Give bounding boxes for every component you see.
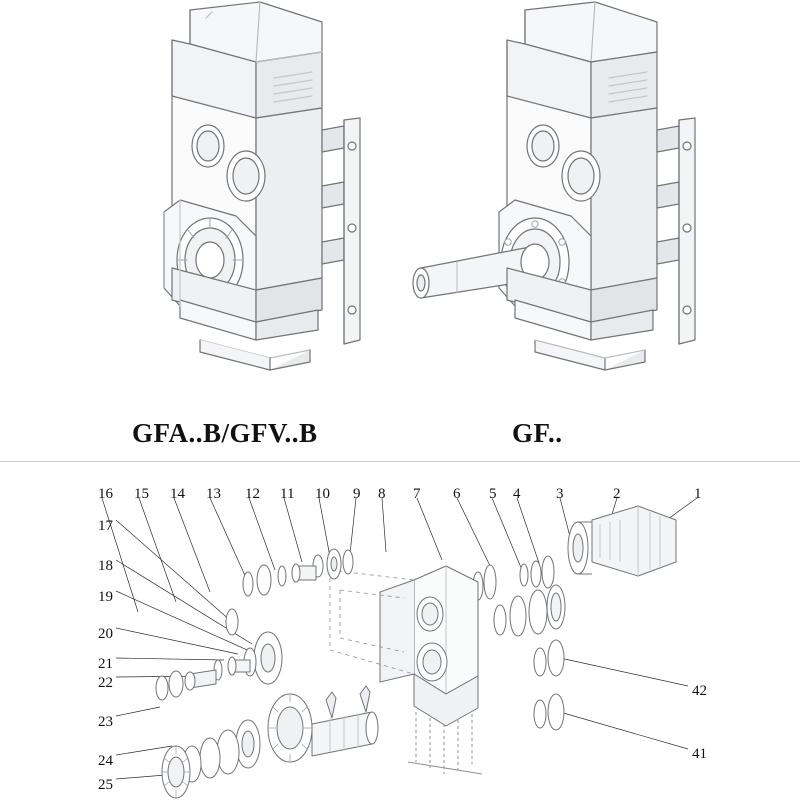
callout-22: 22 — [98, 675, 113, 691]
callout-7: 7 — [413, 486, 421, 502]
callout-24: 24 — [98, 753, 113, 769]
callout-10: 10 — [315, 486, 330, 502]
callout-15: 15 — [134, 486, 149, 502]
callout-21: 21 — [98, 656, 113, 672]
callout-41: 41 — [692, 746, 707, 762]
callout-3: 3 — [556, 486, 564, 502]
callout-12: 12 — [245, 486, 260, 502]
caption-unit-b: GF.. — [512, 418, 563, 448]
callout-4: 4 — [513, 486, 521, 502]
caption-unit-a: GFA..B/GFV..B — [132, 418, 318, 448]
callout-16: 16 — [98, 486, 113, 502]
callout-23: 23 — [98, 714, 113, 730]
gearbox-unit-b-illustration — [395, 0, 725, 410]
callout-20: 20 — [98, 626, 113, 642]
callout-19: 19 — [98, 589, 113, 605]
callout-25: 25 — [98, 777, 113, 793]
callout-2: 2 — [613, 486, 621, 502]
callout-14: 14 — [170, 486, 185, 502]
callout-5: 5 — [489, 486, 497, 502]
gearbox-unit-a-illustration — [60, 0, 390, 410]
callout-42: 42 — [692, 683, 707, 699]
callout-18: 18 — [98, 558, 113, 574]
callout-17: 17 — [98, 518, 113, 534]
callout-13: 13 — [206, 486, 221, 502]
exploded-assembly-illustration — [0, 462, 800, 800]
callout-9: 9 — [353, 486, 361, 502]
callout-11: 11 — [280, 486, 295, 502]
callout-8: 8 — [378, 486, 386, 502]
callout-6: 6 — [453, 486, 461, 502]
exploded-view — [0, 462, 800, 800]
callout-1: 1 — [694, 486, 702, 502]
